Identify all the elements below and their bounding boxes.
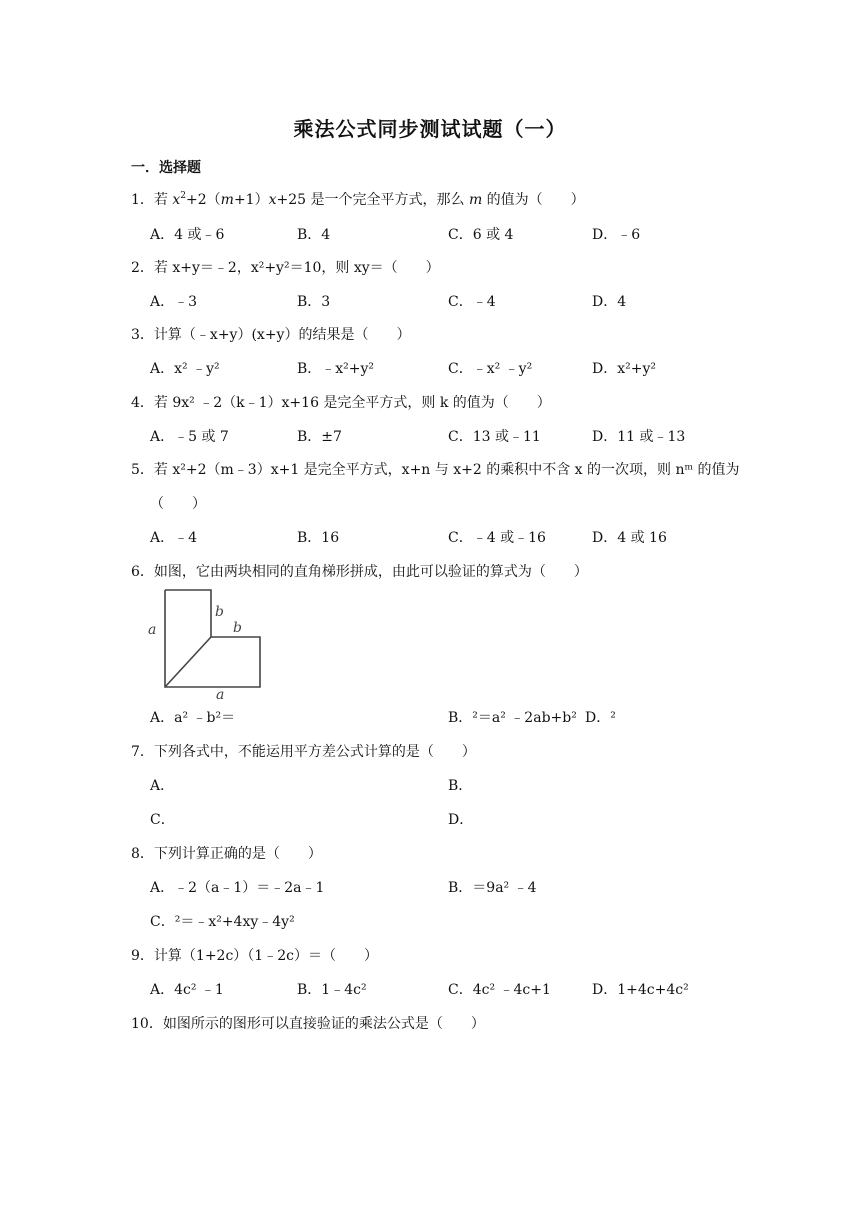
q9-option-d: D．1+4c+4c² [592,982,689,998]
question-7: 7．下列各式中，不能运用平方差公式计算的是（ ） [131,744,476,760]
question-8: 8．下列计算正确的是（ ） [131,846,322,862]
question-4: 4．若 9x² ﹣2（k﹣1）x+16 是完全平方式，则 k 的值为（ ） [131,395,551,411]
q4-option-b: B．±7 [297,429,342,445]
question-9: 9．计算（1+2c）（1﹣2c）＝（ ） [131,948,378,964]
figure-label-a-left: a [148,622,157,638]
q3-option-c: C．﹣x² ﹣y² [448,361,533,377]
section-heading: 一．选择题 [131,160,201,176]
question-1: 1．若 $x^2+2(m+1)x+25$ 是一个完全平方式，那么 m 的值为（ ） [131,191,585,208]
figure-label-a-bottom: a [216,687,225,700]
question-number: 1． [131,192,154,208]
q3-option-a: A．x² ﹣y² [150,361,220,377]
q2-option-b: B．3 [297,294,331,310]
q7-option-b: B． [448,778,473,794]
q3-option-d: D．x²+y² [592,361,656,377]
q6-option-a: A．a² ﹣b²＝ [150,710,236,726]
q3-option-b: B．﹣x²+y² [297,361,375,377]
q5-option-c: C．﹣4 或﹣16 [448,530,546,546]
question-3: 3．计算（﹣x+y）(x+y）的结果是（ ） [131,327,411,343]
trapezoid-figure [145,585,270,700]
q5-option-b: B．16 [297,530,340,546]
q2-option-c: C．﹣4 [448,294,496,310]
q4-option-c: C．13 或﹣11 [448,429,541,445]
q7-option-c: C． [150,812,175,828]
question-stem: 如图所示的图形可以直接验证的乘法公式是（ ） [162,1016,485,1032]
question-stem: 计算（1+2c）（1﹣2c）＝（ ） [153,948,378,964]
q1-option-c: C．6 或 4 [448,227,514,243]
question-10: 10．如图所示的图形可以直接验证的乘法公式是（ ） [131,1016,485,1032]
q9-option-b: B．1﹣4c² [297,982,367,998]
question-stem: 若 x+y＝﹣2，x²+y²＝10，则 xy＝（ ） [153,260,440,276]
question-stem: 若 x²+2（m﹣3）x+1 是完全平方式，x+n 与 x+2 的乘积中不含 x 的一次项，则 nᵐ 的值为 [153,462,740,478]
q5-option-a: A．﹣4 [150,530,198,546]
figure-label-b-right: b [233,620,242,636]
question-6: 6．如图，它由两块相同的直角梯形拼成，由此可以验证的算式为（ ） [131,564,588,580]
q8-option-c: C．²＝﹣x²+4xy﹣4y² [150,914,295,930]
q1-option-d: D．﹣6 [592,227,641,243]
q4-option-a: A．﹣5 或 7 [150,429,229,445]
q2-option-d: D．4 [592,294,627,310]
q1-option-b: B．4 [297,227,331,243]
question-5: 5．若 x²+2（m﹣3）x+1 是完全平方式，x+n 与 x+2 的乘积中不含 x 的一次项，则 nᵐ 的值为 [131,462,740,478]
q8-option-a: A．﹣2（a﹣1）＝﹣2a﹣1 [150,880,325,896]
q6-option-b: B．²＝a² ﹣2ab+b² [448,710,577,726]
q9-option-c: C．4c² ﹣4c+1 [448,982,551,998]
page-title: 乘法公式同步测试试题（一） [293,117,567,141]
question-stem: 计算（﹣x+y）(x+y）的结果是（ ） [153,327,411,343]
q9-option-a: A．4c² ﹣1 [150,982,224,998]
q2-option-a: A．﹣3 [150,294,198,310]
question-2: 2．若 x+y＝﹣2，x²+y²＝10，则 xy＝（ ） [131,260,440,276]
question-5-continuation: （ ） [150,496,206,512]
question-stem: 下列各式中，不能运用平方差公式计算的是（ ） [153,744,476,760]
question-stem: 下列计算正确的是（ ） [153,846,322,862]
question-stem: 如图，它由两块相同的直角梯形拼成，由此可以验证的算式为（ ） [153,564,588,580]
q1-option-a: A．4 或﹣6 [150,227,225,243]
q7-option-a: A． [150,778,175,794]
figure-label-b-top: b [215,604,224,620]
question-stem: 若 9x² ﹣2（k﹣1）x+16 是完全平方式，则 k 的值为（ ） [153,395,551,411]
q5-option-d: D．4 或 16 [592,530,667,546]
q6-option-d: D．² [585,710,616,726]
q4-option-d: D．11 或﹣13 [592,429,686,445]
q7-option-d: D． [448,812,474,828]
q8-option-b: B．＝9a² ﹣4 [448,880,537,896]
